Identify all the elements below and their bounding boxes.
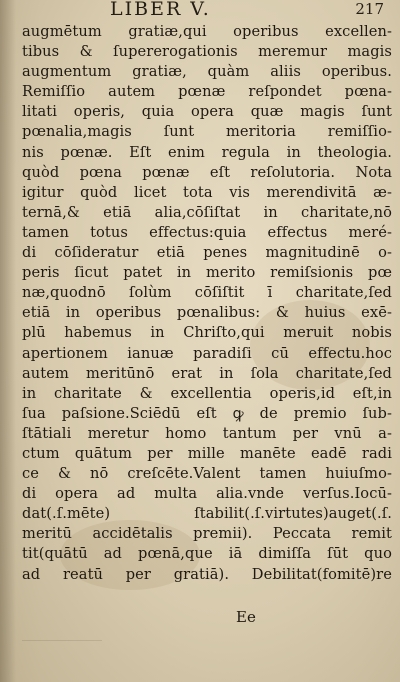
text-line: ſua paſsione.Sciēdū eſt ꝙ de premio ſub-	[22, 404, 392, 422]
text-line: ternā,& etiā alia,cōſiſtat in charitate,nō	[22, 203, 392, 221]
text-line: autem meritūnō erat in ſola charitate,ſed	[22, 364, 392, 382]
page-number: 217	[355, 0, 384, 18]
paper-texture-line	[22, 640, 102, 641]
gutter-shadow	[0, 0, 16, 682]
text-line: etiā in operibus pœnalibus: & huius exē-	[22, 304, 392, 322]
text-line: igitur quòd licet tota vis merendivitā æ-	[22, 183, 392, 201]
text-line: apertionem ianuæ paradiſi cū effectu.hoc	[22, 344, 392, 362]
text-line: næ,quodnō ſolùm cōſiſtit ī charitate,ſed	[22, 284, 392, 302]
text-line: di opera ad multa alia.vnde verſus.Iocū-	[22, 485, 392, 503]
text-line: litati operis, quia opera quæ magis ſunt	[22, 103, 392, 121]
text-line: nis pœnæ. Eſt enim regula in theologia.	[22, 143, 392, 161]
text-line: ce & nō creſcēte.Valent tamen huiuſmo-	[22, 465, 392, 483]
text-line: ad reatū per gratiā). Debilitat(fomitē)re	[22, 565, 392, 583]
text-line: ctum quātum per mille manēte eadē radi	[22, 444, 392, 462]
text-line: tibus & ſupererogationis meremur magis	[22, 43, 392, 61]
text-line: quòd pœna pœnæ eſt reſolutoria. Nota	[22, 163, 392, 181]
page-header	[22, 0, 386, 20]
running-head: LIBER V.	[110, 0, 211, 20]
text-line: meritū accidētalis premii). Peccata remit	[22, 525, 392, 543]
text-line: ſtātiali meretur homo tantum per vnū a-	[22, 424, 392, 442]
text-line: augmentum gratiæ, quàm aliis operibus.	[22, 63, 392, 81]
text-line: pœnalia,magis ſunt meritoria remiſſio-	[22, 123, 392, 141]
text-line: Remiſſio autem pœnæ reſpondet pœna-	[22, 83, 392, 101]
text-line: tit(quātū ad pœnā,que iā dimiſſa ſūt quo	[22, 545, 392, 563]
text-line: peris ſicut patet in merito remiſsionis pœ	[22, 264, 392, 282]
catchword: Ee	[236, 608, 256, 626]
text-line: dat(.ſ.mēte) ſtabilit(.ſ.virtutes)auget(.ſ.	[22, 505, 392, 523]
text-line: di cōſideratur etiā penes magnitudinē o-	[22, 244, 392, 262]
text-line: augmētum gratiæ,qui operibus excellen-	[22, 23, 392, 40]
body-text	[22, 22, 392, 585]
text-line: in charitate & excellentia operis,id eſt,in	[22, 384, 392, 402]
text-line: plū habemus in Chriſto,qui meruit nobis	[22, 324, 392, 342]
text-line: tamen totus effectus:quia effectus meré-	[22, 223, 392, 241]
